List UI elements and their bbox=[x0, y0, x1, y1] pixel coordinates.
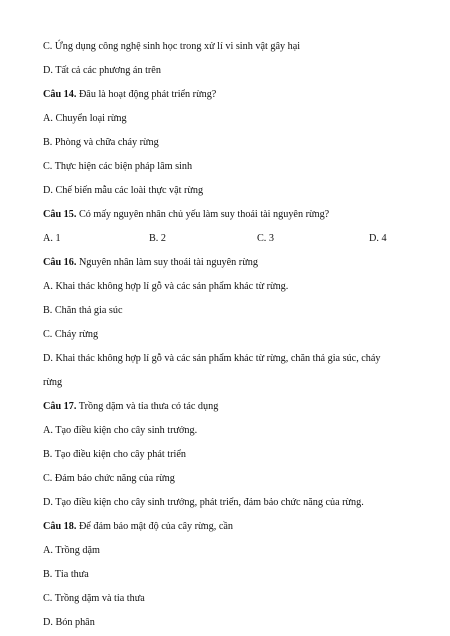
option-b: B. 2 bbox=[149, 233, 166, 244]
option-line: D. Chế biến mẫu các loài thực vật rừng bbox=[43, 185, 204, 196]
option-line: A. Khai thác không hợp lí gỗ và các sản phẩm khác từ rừng. bbox=[43, 281, 289, 292]
option-line: C. Cháy rừng bbox=[43, 329, 99, 340]
question-number: Câu 15. bbox=[43, 209, 77, 220]
option-c: C. 3 bbox=[257, 233, 274, 244]
option-line: A. Chuyển loại rừng bbox=[43, 113, 127, 124]
option-line: B. Chăn thả gia súc bbox=[43, 305, 123, 316]
option-line: D. Khai thác không hợp lí gỗ và các sản phẩm khác từ rừng, chăn thả gia súc, cháy bbox=[43, 353, 381, 364]
option-line: D. Tất cả các phương án trên bbox=[43, 65, 161, 76]
question-text: Nguyên nhân làm suy thoái tài nguyên rừng bbox=[76, 257, 258, 268]
question-line bbox=[43, 521, 233, 533]
question-number: Câu 18. bbox=[43, 521, 77, 532]
question-text: Trồng dặm và tỉa thưa có tác dụng bbox=[76, 401, 219, 412]
question-text: Để đảm bảo mật độ của cây rừng, cần bbox=[76, 521, 233, 532]
question-text: Có mấy nguyên nhân chủ yếu làm suy thoái tài nguyên rừng? bbox=[76, 209, 330, 220]
question-line bbox=[43, 209, 329, 221]
question-text: Đâu là hoạt động phát triển rừng? bbox=[76, 89, 217, 100]
question-line bbox=[43, 257, 258, 269]
question-number: Câu 14. bbox=[43, 89, 77, 100]
option-line: D. Tạo điều kiện cho cây sinh trưởng, phát triển, đảm bảo chức năng của rừng. bbox=[43, 497, 364, 508]
option-a: A. 1 bbox=[43, 233, 61, 244]
question-number: Câu 16. bbox=[43, 257, 77, 268]
option-line: B. Tỉa thưa bbox=[43, 569, 89, 580]
option-line: C. Đảm bảo chức năng của rừng bbox=[43, 473, 175, 484]
question-line bbox=[43, 401, 218, 413]
option-line: C. Ứng dụng công nghệ sinh học trong xử lí vi sinh vật gây hại bbox=[43, 41, 301, 52]
option-line: C. Thực hiện các biện pháp lâm sinh bbox=[43, 161, 193, 172]
option-d: D. 4 bbox=[369, 233, 387, 244]
option-line: A. Tạo điều kiện cho cây sinh trưởng. bbox=[43, 425, 198, 436]
option-line: D. Bón phân bbox=[43, 617, 95, 628]
option-line: B. Phòng và chữa cháy rừng bbox=[43, 137, 159, 148]
option-line: A. Trồng dặm bbox=[43, 545, 100, 556]
option-line: C. Trồng dặm và tỉa thưa bbox=[43, 593, 145, 604]
option-line: B. Tạo điều kiện cho cây phát triển bbox=[43, 449, 186, 460]
question-number: Câu 17. bbox=[43, 401, 77, 412]
question-line bbox=[43, 89, 216, 101]
option-line-continuation: rừng bbox=[43, 377, 63, 388]
